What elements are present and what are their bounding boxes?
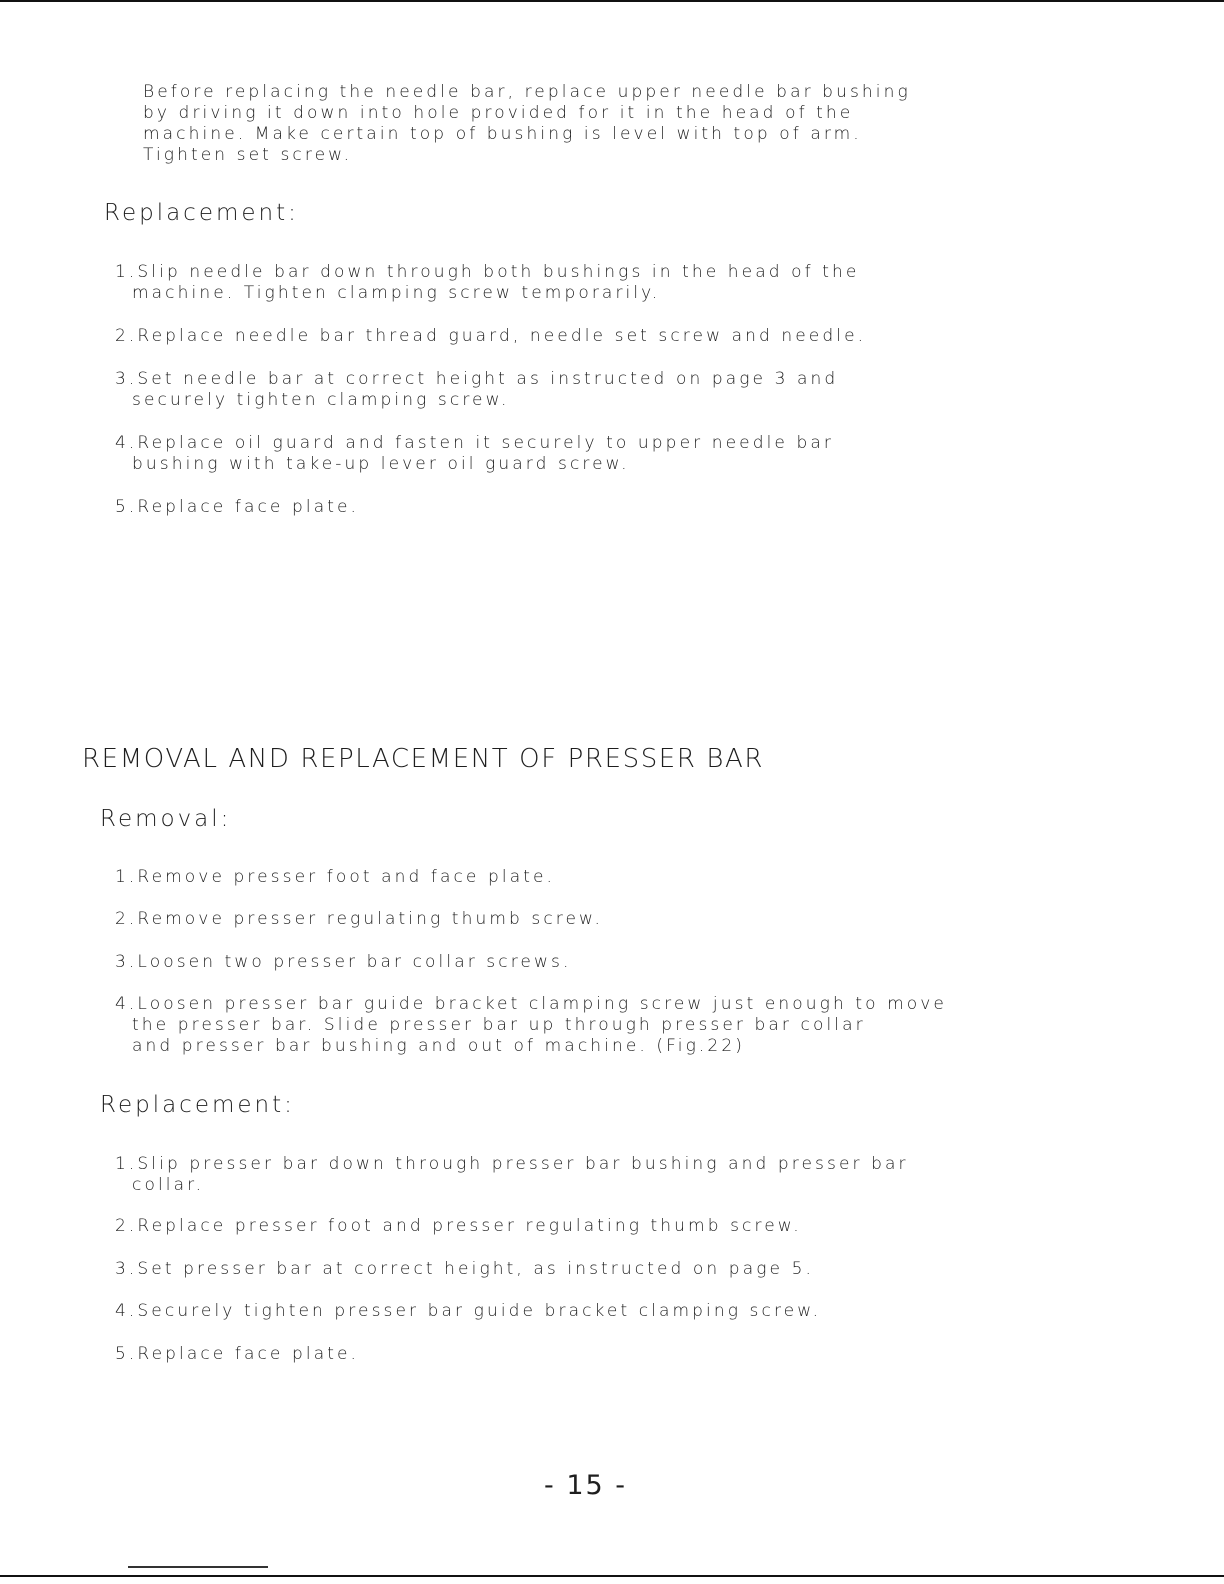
needle-bar-replacement-step-3: 3.Set needle bar at correct height as instructed on page 3 and securely tighten clamping screw. [115,369,839,410]
bottom-border-rule [0,1575,1224,1577]
presser-bar-removal-heading: Removal: [100,806,232,832]
presser-bar-replacement-heading: Replacement: [100,1092,295,1118]
needle-bar-replacement-step-4: 4.Replace oil guard and fasten it securely to upper needle bar bushing with take-up lever oil guard screw. [115,433,834,474]
bottom-tab-rule [128,1566,268,1568]
presser-bar-replacement-step-4: 4.Securely tighten presser bar guide bracket clamping screw. [115,1301,822,1321]
presser-bar-removal-step-3: 3.Loosen two presser bar collar screws. [115,952,572,972]
presser-bar-replacement-step-3: 3.Set presser bar at correct height, as instructed on page 5. [115,1259,814,1279]
needle-bar-replacement-step-1: 1.Slip needle bar down through both bushings in the head of the machine. Tighten clamping screw temporarily. [115,262,860,303]
presser-bar-replacement-step-5: 5.Replace face plate. [115,1344,360,1364]
top-border-rule [0,0,1224,2]
needle-bar-replacement-step-5: 5.Replace face plate. [115,497,360,517]
intro-paragraph: Before replacing the needle bar, replace upper needle bar bushing by driving it down into hole provided for it in the head of the machine. Make certain top of bushing is level with top of arm. Tighten set screw. [143,82,911,165]
presser-bar-removal-step-4: 4.Loosen presser bar guide bracket clamping screw just enough to move the presser bar. Slide presser bar up through presser bar collar and presser bar bushing and out of machine. (Fig.22) [115,994,947,1056]
presser-bar-section-title: REMOVAL AND REPLACEMENT OF PRESSER BAR [82,744,765,774]
needle-bar-replacement-heading: Replacement: [104,200,299,226]
needle-bar-replacement-step-2: 2.Replace needle bar thread guard, needle set screw and needle. [115,326,867,346]
presser-bar-replacement-step-1: 1.Slip presser bar down through presser bar bushing and presser bar collar. [115,1154,909,1195]
presser-bar-removal-step-2: 2.Remove presser regulating thumb screw. [115,909,603,929]
presser-bar-replacement-step-2: 2.Replace presser foot and presser regulating thumb screw. [115,1216,802,1236]
page-number: - 15 - [544,1470,628,1501]
presser-bar-removal-step-1: 1.Remove presser foot and face plate. [115,867,556,887]
